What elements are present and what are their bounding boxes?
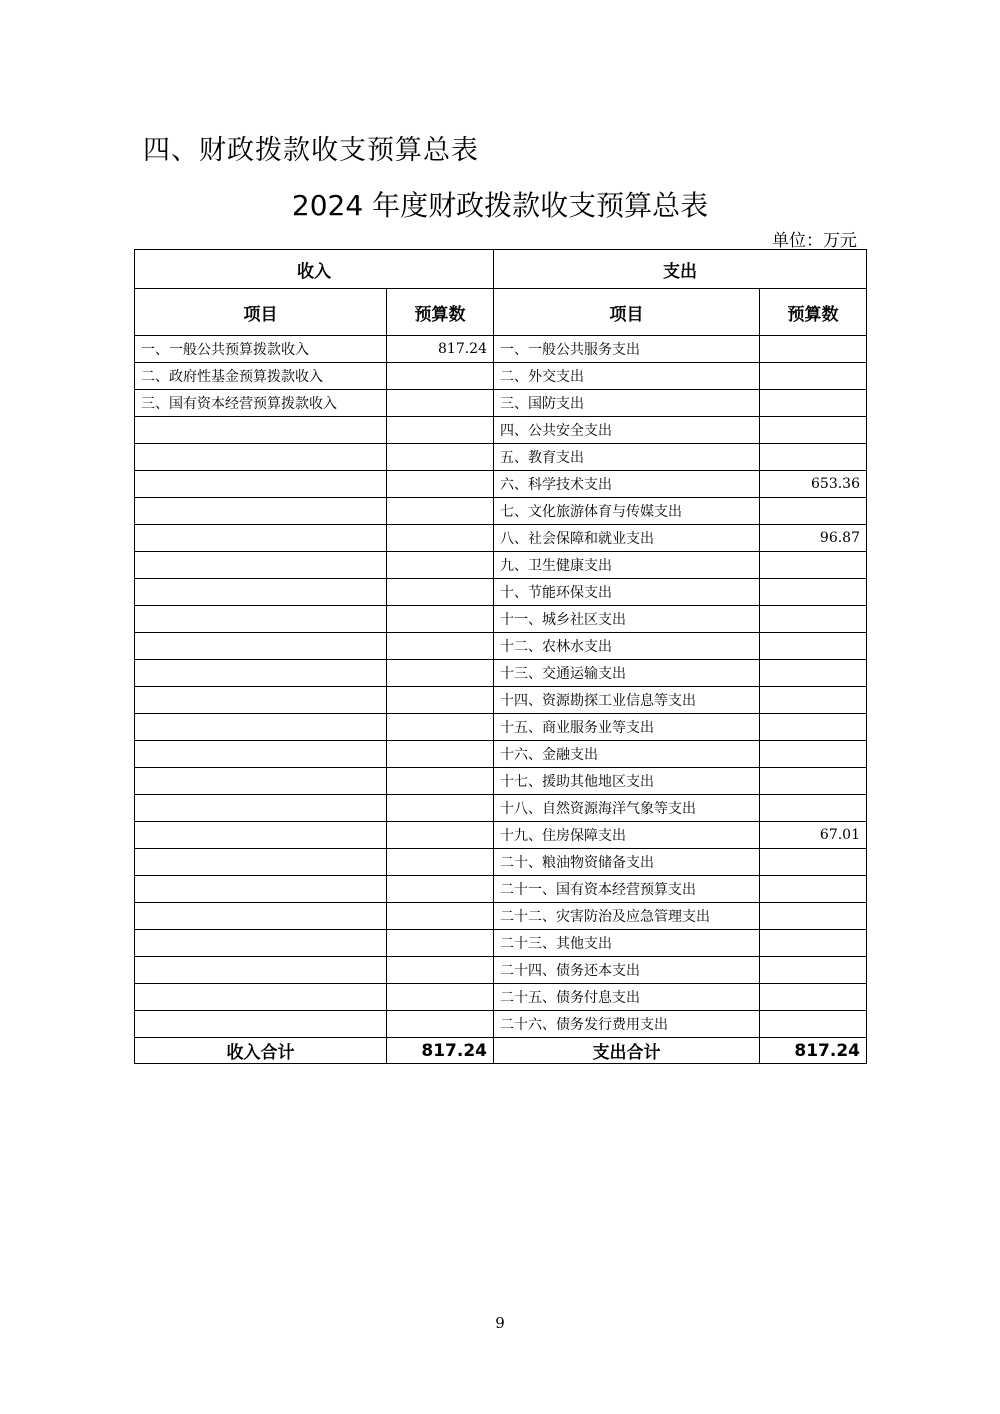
expense-amount-cell — [760, 606, 867, 633]
expense-amount-cell — [760, 957, 867, 984]
table-row — [135, 1011, 867, 1038]
expense-amount-cell — [760, 984, 867, 1011]
income-total-label: 收入合计 — [135, 1038, 387, 1064]
expense-item-cell: 十、节能环保支出 — [494, 579, 760, 606]
income-item-cell — [135, 633, 387, 660]
expense-item-cell: 二十四、债务还本支出 — [494, 957, 760, 984]
page-number: 9 — [495, 1314, 505, 1332]
income-amount-cell — [387, 768, 494, 795]
expense-amount-cell — [760, 714, 867, 741]
income-item-cell — [135, 876, 387, 903]
income-item-cell — [135, 525, 387, 552]
expense-amount-cell: 653.36 — [760, 471, 867, 498]
income-item-cell: 三、国有资本经营预算拨款收入 — [135, 390, 387, 417]
table-row — [135, 822, 867, 849]
income-item-cell — [135, 903, 387, 930]
expense-item-cell: 十二、农林水支出 — [494, 633, 760, 660]
expense-total-label: 支出合计 — [494, 1038, 760, 1064]
expense-item-header: 项目 — [494, 289, 760, 336]
income-item-cell — [135, 795, 387, 822]
expense-amount-cell — [760, 741, 867, 768]
income-item-cell — [135, 957, 387, 984]
income-item-cell — [135, 417, 387, 444]
income-amount-cell — [387, 795, 494, 822]
income-item-cell — [135, 687, 387, 714]
expense-item-cell: 二十三、其他支出 — [494, 930, 760, 957]
expense-item-cell: 十五、商业服务业等支出 — [494, 714, 760, 741]
income-item-cell — [135, 579, 387, 606]
expense-item-cell: 十九、住房保障支出 — [494, 822, 760, 849]
income-amount-cell — [387, 903, 494, 930]
table-row — [135, 525, 867, 552]
expense-amount-cell — [760, 336, 867, 363]
expense-item-cell: 八、社会保障和就业支出 — [494, 525, 760, 552]
table-row — [135, 444, 867, 471]
expense-amount-cell — [760, 903, 867, 930]
expense-amount-cell: 67.01 — [760, 822, 867, 849]
income-amount-cell — [387, 579, 494, 606]
income-item-cell — [135, 471, 387, 498]
table-row — [135, 849, 867, 876]
expense-amount-cell — [760, 795, 867, 822]
table-row — [135, 606, 867, 633]
table-row — [135, 957, 867, 984]
expense-amount-cell — [760, 1011, 867, 1038]
income-item-cell — [135, 768, 387, 795]
table-row — [135, 795, 867, 822]
table-row — [135, 498, 867, 525]
income-item-cell — [135, 444, 387, 471]
table-row — [135, 660, 867, 687]
income-amount-cell — [387, 687, 494, 714]
expense-amount-cell — [760, 417, 867, 444]
table-row — [135, 471, 867, 498]
expense-item-cell: 十八、自然资源海洋气象等支出 — [494, 795, 760, 822]
income-amount-cell — [387, 930, 494, 957]
income-item-cell: 一、一般公共预算拨款收入 — [135, 336, 387, 363]
table-row — [135, 930, 867, 957]
expense-amount-cell — [760, 633, 867, 660]
expense-amount-cell: 96.87 — [760, 525, 867, 552]
unit-label: 单位：万元 — [772, 231, 857, 251]
table-title: 2024 年度财政拨款收支预算总表 — [291, 189, 709, 222]
income-item-cell — [135, 1011, 387, 1038]
expense-item-cell: 十三、交通运输支出 — [494, 660, 760, 687]
income-item-cell — [135, 984, 387, 1011]
table-row — [135, 984, 867, 1011]
income-amount-cell — [387, 957, 494, 984]
expense-item-cell: 一、一般公共服务支出 — [494, 336, 760, 363]
expense-group-header: 支出 — [494, 250, 867, 289]
expense-item-cell: 二、外交支出 — [494, 363, 760, 390]
income-amount-cell — [387, 471, 494, 498]
income-amount-cell: 817.24 — [387, 336, 494, 363]
income-item-cell — [135, 606, 387, 633]
table-row — [135, 552, 867, 579]
budget-summary-table — [134, 249, 867, 1064]
income-amount-cell — [387, 741, 494, 768]
table-row — [135, 336, 867, 363]
section-heading: 四、财政拨款收支预算总表 — [143, 135, 479, 166]
income-item-cell — [135, 552, 387, 579]
expense-item-cell: 六、科学技术支出 — [494, 471, 760, 498]
income-amount-cell — [387, 876, 494, 903]
table-row — [135, 417, 867, 444]
expense-item-cell: 九、卫生健康支出 — [494, 552, 760, 579]
totals-row — [135, 1038, 867, 1064]
table-row — [135, 903, 867, 930]
income-amount-cell — [387, 552, 494, 579]
expense-item-cell: 三、国防支出 — [494, 390, 760, 417]
income-amount-cell — [387, 633, 494, 660]
income-amount-cell — [387, 525, 494, 552]
expense-item-cell: 四、公共安全支出 — [494, 417, 760, 444]
expense-item-cell: 十七、援助其他地区支出 — [494, 768, 760, 795]
expense-amount-cell — [760, 498, 867, 525]
table-row — [135, 741, 867, 768]
expense-total-amount: 817.24 — [760, 1038, 867, 1064]
income-amount-cell — [387, 1011, 494, 1038]
expense-item-cell: 二十、粮油物资储备支出 — [494, 849, 760, 876]
expense-item-cell: 十一、城乡社区支出 — [494, 606, 760, 633]
expense-item-cell: 十六、金融支出 — [494, 741, 760, 768]
income-amount-cell — [387, 390, 494, 417]
table-row — [135, 363, 867, 390]
expense-amount-cell — [760, 390, 867, 417]
income-item-cell — [135, 741, 387, 768]
income-amount-cell — [387, 498, 494, 525]
income-item-cell — [135, 822, 387, 849]
table-row — [135, 633, 867, 660]
table-row — [135, 687, 867, 714]
expense-amount-cell — [760, 768, 867, 795]
expense-amount-cell — [760, 363, 867, 390]
expense-amount-cell — [760, 444, 867, 471]
income-budget-header: 预算数 — [387, 289, 494, 336]
income-item-cell — [135, 498, 387, 525]
income-amount-cell — [387, 714, 494, 741]
expense-item-cell: 二十六、债务发行费用支出 — [494, 1011, 760, 1038]
expense-amount-cell — [760, 849, 867, 876]
table-row — [135, 390, 867, 417]
expense-item-cell: 二十二、灾害防治及应急管理支出 — [494, 903, 760, 930]
income-amount-cell — [387, 417, 494, 444]
expense-amount-cell — [760, 660, 867, 687]
income-amount-cell — [387, 822, 494, 849]
income-total-amount: 817.24 — [387, 1038, 494, 1064]
expense-item-cell: 十四、资源勘探工业信息等支出 — [494, 687, 760, 714]
expense-amount-cell — [760, 930, 867, 957]
income-item-header: 项目 — [135, 289, 387, 336]
expense-amount-cell — [760, 876, 867, 903]
income-group-header: 收入 — [135, 250, 494, 289]
income-item-cell — [135, 849, 387, 876]
table-body — [135, 336, 867, 1038]
income-amount-cell — [387, 660, 494, 687]
expense-amount-cell — [760, 687, 867, 714]
table-row — [135, 768, 867, 795]
income-amount-cell — [387, 984, 494, 1011]
income-item-cell — [135, 660, 387, 687]
expense-budget-header: 预算数 — [760, 289, 867, 336]
income-amount-cell — [387, 606, 494, 633]
expense-item-cell: 二十一、国有资本经营预算支出 — [494, 876, 760, 903]
expense-item-cell: 五、教育支出 — [494, 444, 760, 471]
income-amount-cell — [387, 363, 494, 390]
income-item-cell: 二、政府性基金预算拨款收入 — [135, 363, 387, 390]
expense-amount-cell — [760, 552, 867, 579]
table-row — [135, 579, 867, 606]
table-row — [135, 714, 867, 741]
expense-amount-cell — [760, 579, 867, 606]
income-amount-cell — [387, 444, 494, 471]
expense-item-cell: 二十五、债务付息支出 — [494, 984, 760, 1011]
income-amount-cell — [387, 849, 494, 876]
income-item-cell — [135, 930, 387, 957]
income-item-cell — [135, 714, 387, 741]
table-row — [135, 876, 867, 903]
expense-item-cell: 七、文化旅游体育与传媒支出 — [494, 498, 760, 525]
